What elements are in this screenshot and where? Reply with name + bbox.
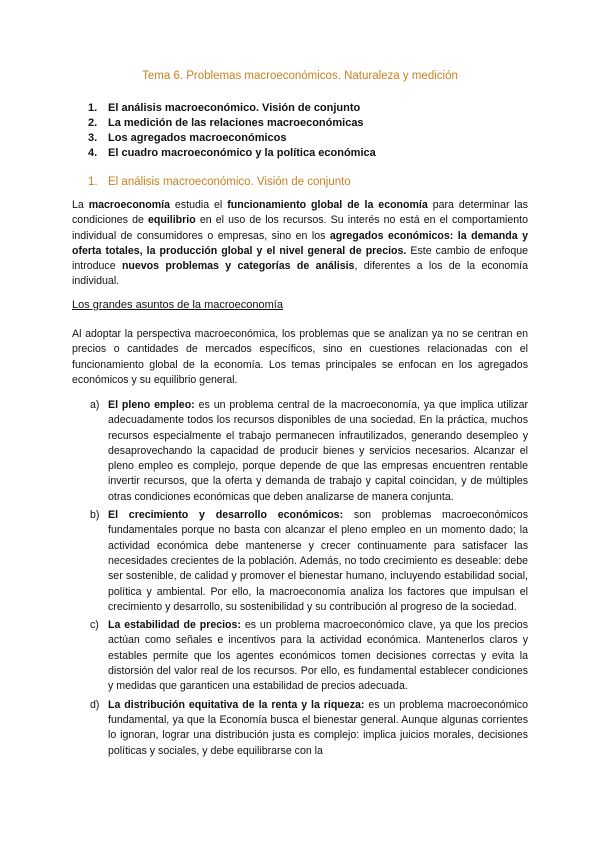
section-heading: 1. El análisis macroeconómico. Visión de conjunto xyxy=(88,176,351,188)
toc-item: 4. El cuadro macroeconómico y la política económica xyxy=(88,147,376,159)
document-title: Tema 6. Problemas macroeconómicos. Naturaleza y medición xyxy=(142,70,458,82)
topics-list xyxy=(90,398,528,762)
table-of-contents xyxy=(88,101,376,161)
list-item: a) El pleno empleo: es un problema central de la macroeconomía, ya que implica utilizar adecuadamente todos los recursos disponibles de una sociedad. En la práctica, muchos recursos especialmente el trabajo permanecen infrautilizados, generando desempleo y desaprovechando la capacidad de producir bienes y servicios necesarios. Alcanzar el pleno empleo es complejo, porque depende de que las empresas encuentren rentable invertir recursos, que la oferta y demanda de trabajo y capital coincidan, y de múltiples otras condiciones económicas que deben analizarse de manera conjunta. xyxy=(90,399,528,503)
subheading: Los grandes asuntos de la macroeconomía xyxy=(72,299,283,311)
list-item: d) La distribución equitativa de la renta y la riqueza: es un problema macroeconómico fundamental, ya que la Economía busca el bienestar general. Aunque algunas corrientes lo ignoran, lograr una distribución justa es complejo: implica juicios morales, decisiones políticas y sociales, y debe equilibrarse con la xyxy=(90,698,528,757)
toc-item: 3. Los agregados macroeconómicos xyxy=(88,132,287,144)
body-paragraph: Al adoptar la perspectiva macroeconómica, los problemas que se analizan ya no se centran en precios o cantidades de mercados específicos, sino en cuestiones relacionadas con el funcionamiento global de la economía. Los temas principales se enfocan en los agregados económicos y su equilibrio general. xyxy=(72,328,528,386)
toc-item: 2. La medición de las relaciones macroeconómicas xyxy=(88,117,364,129)
list-item: c) La estabilidad de precios: es un problema macroeconómico clave, ya que los precios actúan como señales e incentivos para la actividad económica. Mantenerlos claros y estables permite que los agentes económicos tomen decisiones correctas y evita la distorsión del valor real de los recursos. Por ello, es fundamental establecer condiciones y medidas que garanticen una estabilidad de precios adecuada. xyxy=(90,619,528,693)
list-item: b) El crecimiento y desarrollo económicos: son problemas macroeconómicos fundamentales porque no basta con alcanzar el pleno empleo en un momento dado; la actividad económica debe mantenerse y crecer continuamente para satisfacer las necesidades crecientes de la población. Además, no todo crecimiento es deseable: debe ser sostenible, de calidad y promover el bienestar humano, incluyendo estabilidad social, política y ambiental. Por ello, la macroeconomía analiza los factores que impulsan el crecimiento y desarrollo, su sostenibilidad y su contribución al progreso de la sociedad. xyxy=(90,509,528,613)
toc-item: 1. El análisis macroeconómico. Visión de conjunto xyxy=(88,102,361,114)
intro-paragraph: La macroeconomía estudia el funcionamiento global de la economía para determinar las condiciones de equilibrio en el uso de los recursos. Su interés no está en el comportamiento individual de consumidores o empresas, sino en los agregados económicos: la demanda y oferta totales, la producción global y el nivel general de precios. Este cambio de enfoque introduce nuevos problemas y categorías de análisis, diferentes a los de la economía individual. xyxy=(72,199,529,288)
